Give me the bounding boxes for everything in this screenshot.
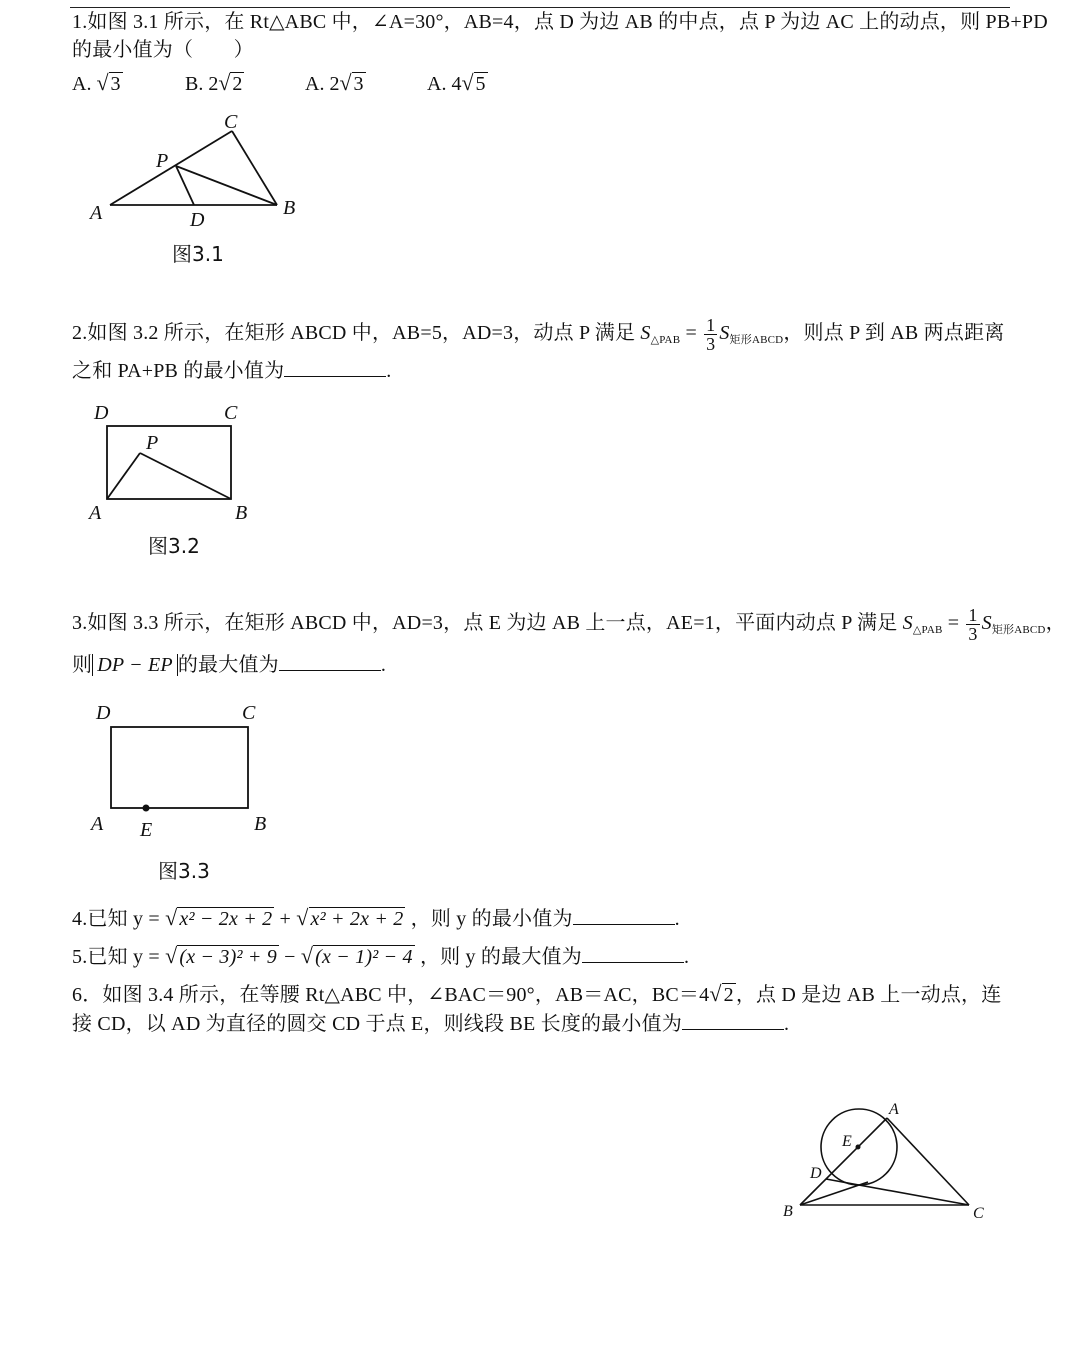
fraction: $\frac{1}{3}$ [706, 315, 716, 354]
label-a: A [89, 502, 102, 524]
q3-text-line2: 则 DP − EP 的最大值为 . [72, 654, 387, 676]
sqrt-expression: √ 3 [96, 70, 121, 95]
label-d: D [94, 402, 109, 424]
label-p: P [156, 150, 169, 172]
label-c: C [973, 1205, 984, 1222]
label-a: A [91, 813, 104, 835]
label-b: B [283, 197, 296, 219]
label-d: D [810, 1165, 822, 1182]
q6-text-line1: 6．如图 3.4 所示，在等腰 Rt△ABC 中，∠BAC＝90°，AB＝AC，BC＝4√ 2 ，点 D 是边 AB 上一动点，连 [72, 981, 1002, 1006]
label-b: B [235, 502, 248, 524]
fraction: $\frac{1}{3}$ [968, 605, 978, 644]
label-b: B [254, 813, 267, 835]
option-letter: B. [185, 73, 204, 95]
q6-text-line2: 接 CD，以 AD 为直径的圆交 CD 于点 E，则线段 BE 长度的最小值为 . [72, 1013, 790, 1035]
sqrt-expression: √ 2 [709, 981, 734, 1006]
q1-text-line2: 的最小值为（ ） [72, 39, 254, 61]
q4-text: 4.已知 y = √ x² − 2x + 2 + √ x² + 2x + 2 ，则 y 的最小值为 . [72, 905, 680, 930]
figure-caption: 图3.2 [148, 534, 200, 558]
sqrt-expression: √ 3 [339, 70, 364, 95]
label-c: C [242, 702, 256, 724]
option-letter: A. [305, 73, 325, 95]
label-p: P [146, 432, 159, 454]
label-c: C [224, 111, 238, 133]
sqrt-expression: √ x² − 2x + 2 [165, 905, 273, 930]
q3-text-line1: 3.如图 3.3 所示，在矩形 ABCD 中，AD=3，点 E 为边 AB 上一点，AE=1，平面内动点 P 满足 $S_{\triangle PAB}$ = $\frac{1}{3}$ $S_{矩形ABCD}$， [72, 605, 1066, 644]
figure-caption: 图3.3 [158, 859, 210, 883]
absolute-value: DP − EP [92, 654, 178, 676]
label-d: D [96, 702, 111, 724]
q5-text: 5.已知 y = √ (x − 3)² + 9 − √ (x − 1)² − 4 ，则 y 的最大值为 . [72, 943, 690, 968]
q1-text-line1: 1.如图 3.1 所示，在 Rt△ABC 中，∠A=30°，AB=4，点 D 为边 AB 的中点，点 P 为边 AC 上的动点，则 PB+PD [72, 11, 1048, 33]
q2-text-line2: 之和 PA+PB 的最小值为 . [72, 360, 392, 382]
sqrt-expression: √ (x − 1)² − 4 [300, 943, 413, 968]
label-e: E [140, 819, 153, 841]
label-a: A [90, 202, 103, 224]
option-letter: A. [427, 73, 447, 95]
q1-option-b[interactable]: B. 2√ 2 [185, 70, 243, 95]
figure-caption: 图3.1 [172, 242, 224, 266]
label-e: E [842, 1133, 852, 1150]
label-b: B [783, 1203, 793, 1220]
sqrt-expression: √ 2 [218, 70, 243, 95]
label-d: D [190, 209, 205, 231]
q1-option-d[interactable]: A. 4√ 5 [427, 70, 486, 95]
q2-text-line1: 2.如图 3.2 所示，在矩形 ABCD 中，AB=5，AD=3，动点 P 满足 $S_{\triangle PAB}$ = $\frac{1}{3}$ $S_{矩形ABCD}$，则点 P 到 AB 两点距离 [72, 315, 1005, 354]
label-a: A [889, 1101, 899, 1118]
sqrt-expression: √ (x − 3)² + 9 [165, 943, 277, 968]
option-letter: A. [72, 73, 92, 95]
sqrt-expression: √ x² + 2x + 2 [296, 905, 404, 930]
label-c: C [224, 402, 238, 424]
sqrt-expression: √ 5 [461, 70, 486, 95]
q1-option-c[interactable]: A. 2√ 3 [305, 70, 364, 95]
